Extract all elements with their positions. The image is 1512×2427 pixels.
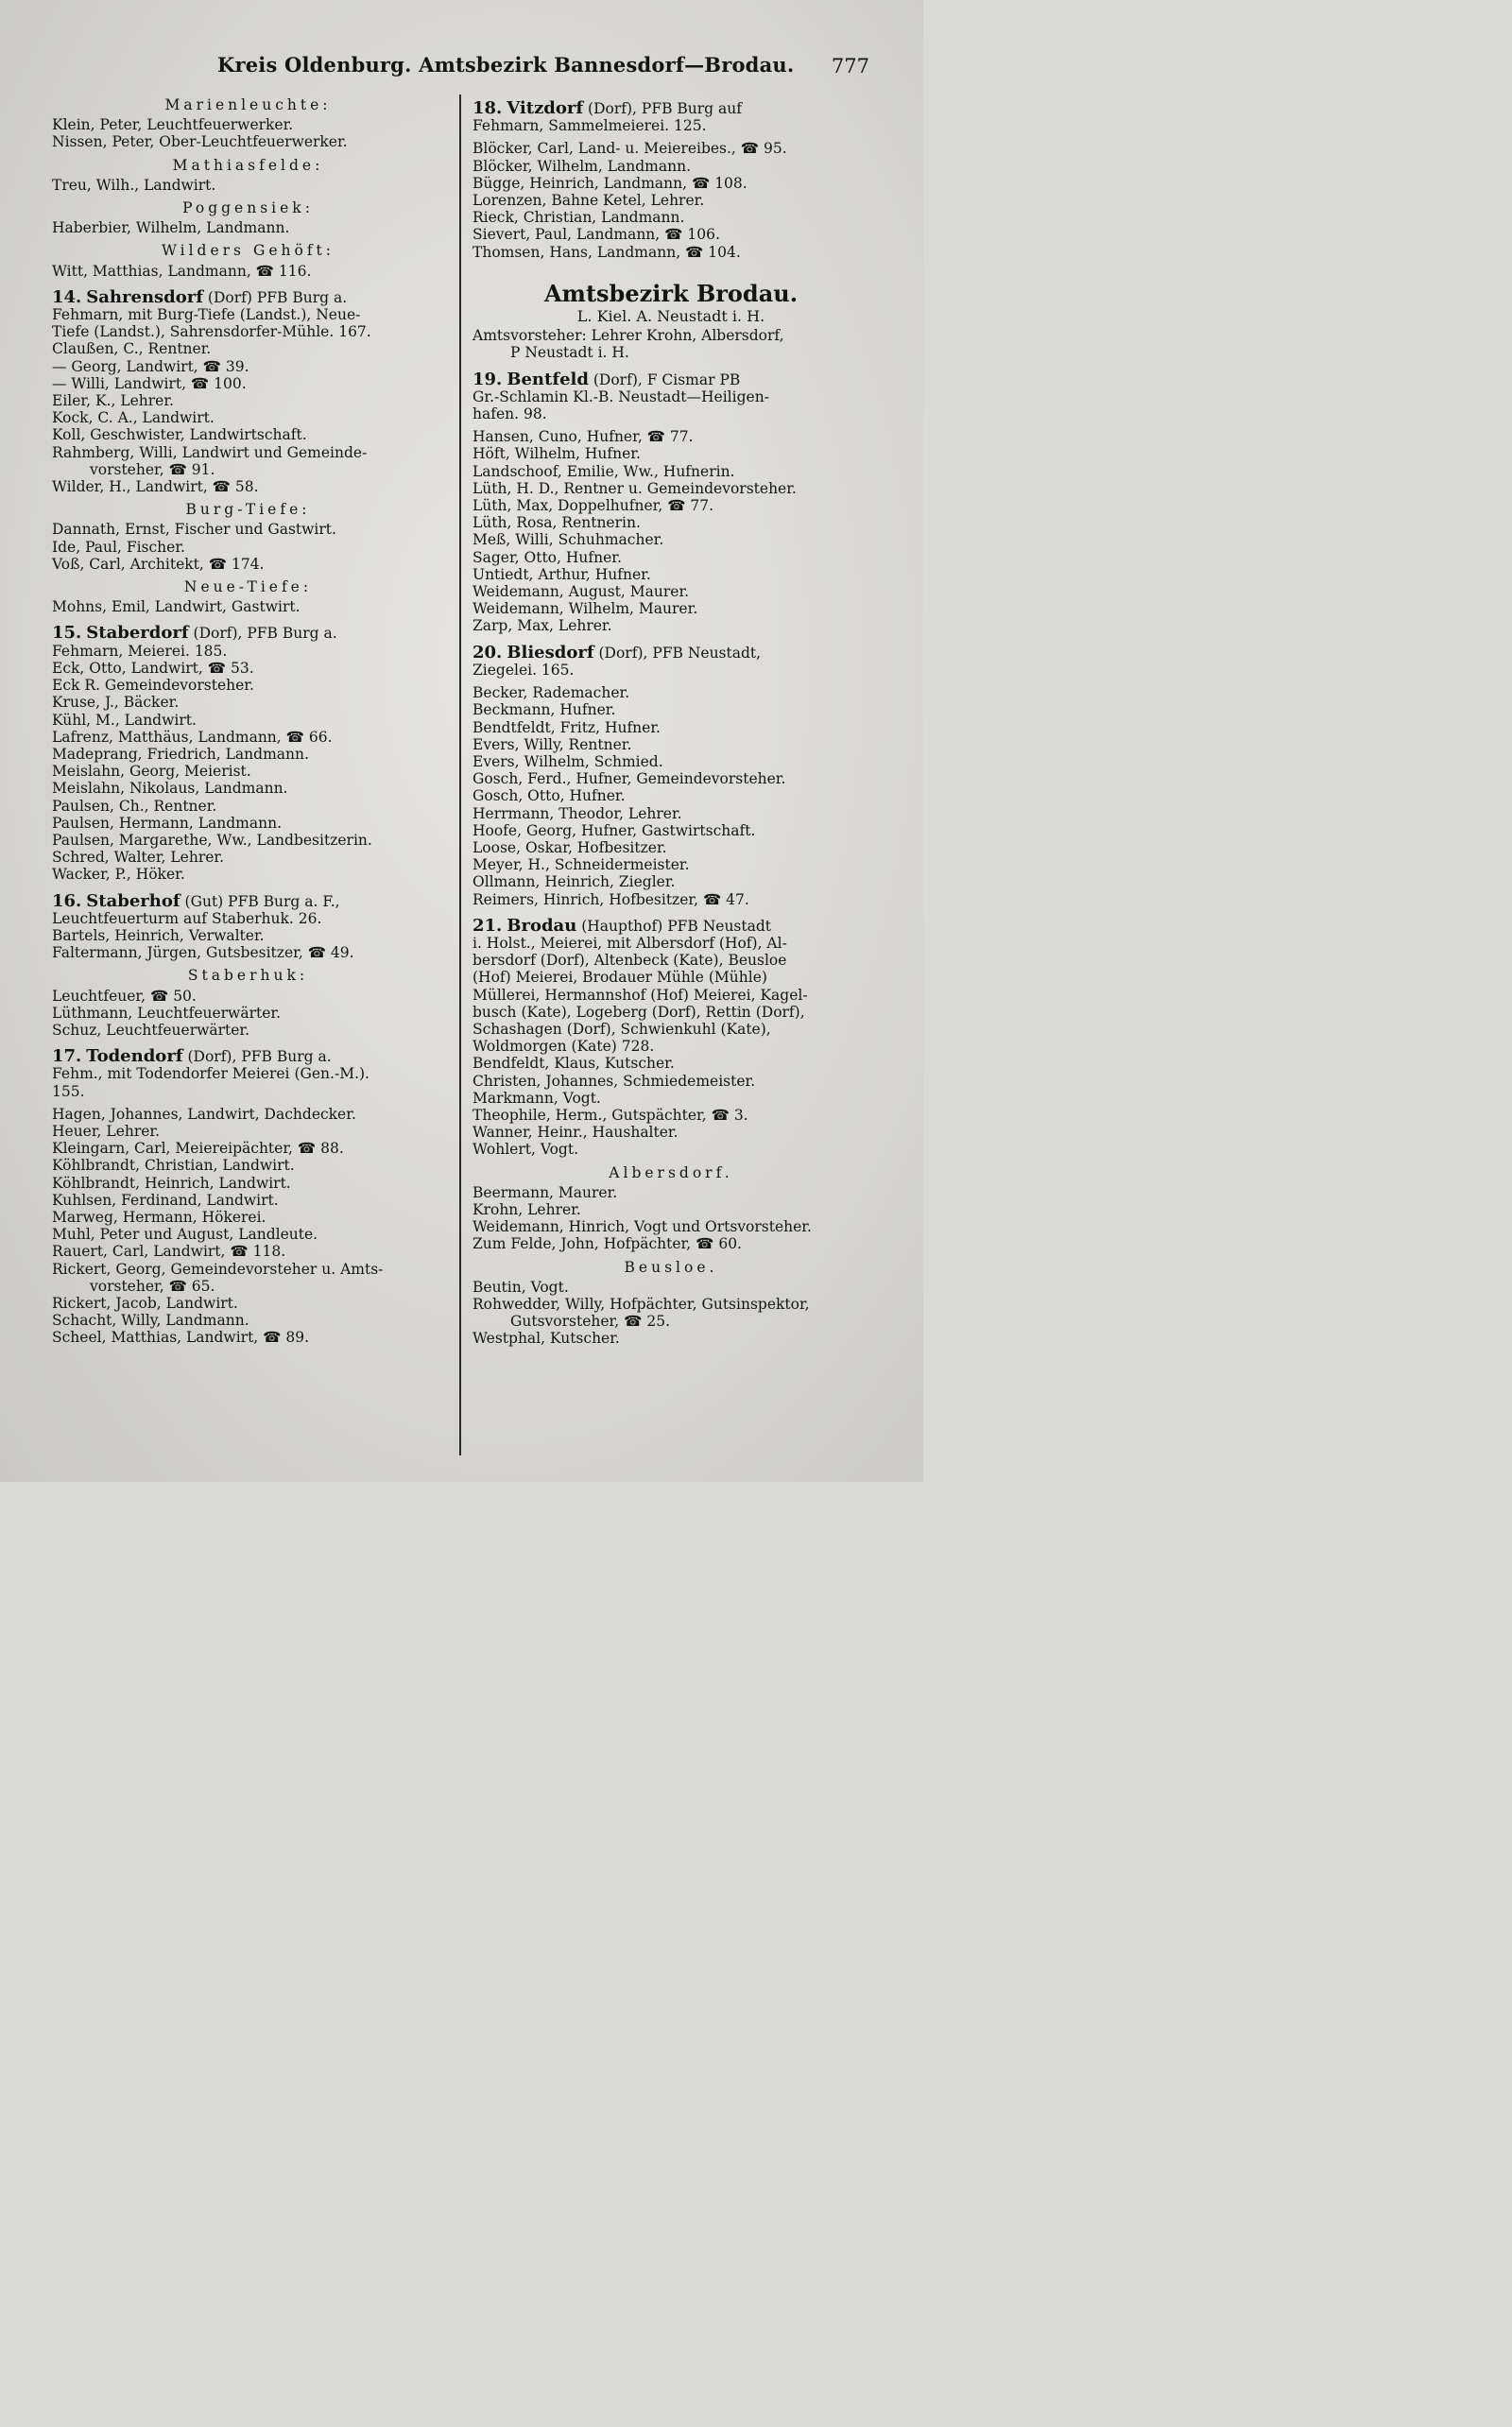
place-name: Staberhof (86, 890, 180, 911)
column-divider (459, 95, 461, 1455)
resident-entry: Westphal, Kutscher. (472, 1330, 620, 1348)
resident-entry: Witt, Matthias, Landmann, ☎ 116. (52, 262, 312, 280)
resident-entry: Becker, Rademacher. (472, 684, 630, 702)
resident-entry: Meyer, H., Schneidermeister. (472, 856, 690, 874)
locality-heading: Poggensiek: (182, 199, 314, 217)
running-title: Kreis Oldenburg. Amtsbezirk Bannesdorf—Brodau. (217, 53, 795, 77)
resident-entry: Hansen, Cuno, Hufner, ☎ 77. (472, 428, 694, 446)
place-details-line: Fehm., mit Todendorfer Meierei (Gen.-M.). (52, 1065, 369, 1083)
resident-entry: Bendfeldt, Klaus, Kutscher. (472, 1055, 675, 1073)
resident-entry: Sievert, Paul, Landmann, ☎ 106. (472, 226, 720, 244)
place-entry-header (472, 642, 869, 663)
resident-entry: Kruse, J., Bäcker. (52, 694, 180, 712)
place-details: (Dorf), PFB Burg a. (182, 1048, 332, 1066)
place-name: Todendorf (86, 1046, 183, 1067)
place-details-line: Fehmarn, mit Burg-Tiefe (Landst.), Neue- (52, 306, 361, 324)
place-details: (Gut) PFB Burg a. F., (180, 892, 340, 910)
place-details-line: Woldmorgen (Kate) 728. (472, 1038, 655, 1056)
resident-entry: Bendtfeldt, Fritz, Hufner. (472, 718, 661, 736)
place-details-line: i. Holst., Meierei, mit Albersdorf (Hof), Al- (472, 934, 787, 952)
place-details-line: bersdorf (Dorf), Altenbeck (Kate), Beusloe (472, 952, 787, 970)
place-entry (472, 915, 869, 1056)
resident-entry: Schred, Walter, Lehrer. (52, 849, 225, 867)
resident-entry: Reimers, Hinrich, Hofbesitzer, ☎ 47. (472, 890, 749, 908)
resident-entry: Paulsen, Margarethe, Ww., Landbesitzerin. (52, 831, 372, 849)
place-entry (52, 625, 444, 659)
entry-continuation: P Neustadt i. H. (510, 344, 629, 362)
resident-entry: Rauert, Carl, Landwirt, ☎ 118. (52, 1243, 286, 1261)
resident-entry: Lüth, H. D., Rentner u. Gemeindevorsteher. (472, 479, 797, 497)
place-details-line: Schashagen (Dorf), Schwienkuhl (Kate), (472, 1020, 771, 1038)
resident-entry: Evers, Wilhelm, Schmied. (472, 752, 663, 770)
resident-entry: Dannath, Ernst, Fischer und Gastwirt. (52, 521, 336, 539)
resident-entry: Hoofe, Georg, Hufner, Gastwirtschaft. (472, 821, 756, 839)
resident-entry: Zum Felde, John, Hofpächter, ☎ 60. (472, 1235, 742, 1253)
place-entry-header (52, 1048, 444, 1065)
resident-entry: Amtsvorsteher: Lehrer Krohn, Albersdorf, (472, 327, 784, 345)
place-details-line: Leuchtfeuerturm auf Staberhuk. 26. (52, 909, 322, 927)
place-details-line: Fehmarn, Meierei. 185. (52, 642, 228, 660)
place-entry (472, 642, 869, 679)
place-number: 18. (472, 98, 503, 118)
resident-entry: Köhlbrandt, Christian, Landwirt. (52, 1157, 295, 1175)
resident-entry: Sager, Otto, Hufner. (472, 548, 622, 566)
resident-entry: Kleingarn, Carl, Meiereipächter, ☎ 88. (52, 1140, 344, 1158)
resident-entry: Wilder, H., Landwirt, ☎ 58. (52, 478, 259, 496)
locality-heading: Albersdorf. (609, 1163, 733, 1181)
resident-entry: Paulsen, Ch., Rentner. (52, 797, 217, 815)
place-entry-header (52, 286, 444, 307)
entry-continuation: Gutsvorsteher, ☎ 25. (510, 1313, 671, 1331)
place-details-line: busch (Kate), Logeberg (Dorf), Rettin (Dorf), (472, 1003, 805, 1021)
resident-entry: Gosch, Otto, Hufner. (472, 787, 626, 805)
resident-entry: Claußen, C., Rentner. (52, 340, 212, 358)
resident-entry: Landschoof, Emilie, Ww., Hufnerin. (472, 462, 735, 480)
place-number: 15. (52, 623, 82, 644)
resident-entry: Lüth, Max, Doppelhufner, ☎ 77. (472, 497, 714, 515)
resident-entry: Weidemann, Wilhelm, Maurer. (472, 600, 698, 618)
resident-entry: Blöcker, Wilhelm, Landmann. (472, 157, 691, 175)
resident-entry: Blöcker, Carl, Land- u. Meiereibes., ☎ 95. (472, 140, 787, 158)
resident-entry: Rickert, Georg, Gemeindevorsteher u. Amts- (52, 1260, 384, 1278)
resident-entry: Eiler, K., Lehrer. (52, 392, 174, 410)
resident-entry: Höft, Wilhelm, Hufner. (472, 445, 641, 463)
resident-entry: Weidemann, Hinrich, Vogt und Ortsvorsteher. (472, 1218, 812, 1236)
locality-heading: Burg-Tiefe: (185, 501, 311, 519)
resident-entry: Nissen, Peter, Ober-Leuchtfeuerwerker. (52, 133, 348, 151)
place-number: 16. (52, 890, 82, 911)
resident-entry: Mohns, Emil, Landwirt, Gastwirt. (52, 598, 301, 616)
resident-entry: Ide, Paul, Fischer. (52, 538, 185, 556)
resident-entry: Madeprang, Friedrich, Landmann. (52, 745, 309, 763)
place-name: Brodau (507, 915, 577, 936)
resident-entry: Untiedt, Arthur, Hufner. (472, 565, 651, 583)
left-column (52, 91, 444, 1347)
resident-entry: Lüthmann, Leuchtfeuerwärter. (52, 1004, 282, 1022)
place-details: (Dorf), PFB Burg auf (583, 100, 742, 117)
locality-heading: Beusloe. (624, 1258, 718, 1276)
place-entry-header (472, 100, 869, 117)
resident-entry: Eck, Otto, Landwirt, ☎ 53. (52, 659, 254, 677)
resident-entry: Köhlbrandt, Heinrich, Landwirt. (52, 1174, 291, 1192)
place-entry (472, 100, 869, 134)
resident-entry: Beckmann, Hufner. (472, 701, 616, 719)
resident-entry: Weidemann, August, Maurer. (472, 583, 690, 601)
place-details: (Dorf), F Cismar PB (588, 370, 741, 388)
resident-entry: Rahmberg, Willi, Landwirt und Gemeinde- (52, 443, 368, 461)
resident-entry: Paulsen, Hermann, Landmann. (52, 814, 283, 832)
resident-entry: Rohwedder, Willy, Hofpächter, Gutsinspektor, (472, 1296, 810, 1313)
resident-entry: Heuer, Lehrer. (52, 1122, 161, 1140)
right-column (472, 91, 869, 1348)
resident-entry: Markmann, Vogt. (472, 1089, 601, 1107)
resident-entry: Christen, Johannes, Schmiedemeister. (472, 1072, 756, 1090)
place-details-line: 155. (52, 1082, 85, 1100)
place-number: 20. (472, 642, 503, 663)
place-details-line: Ziegelei. 165. (472, 661, 575, 679)
resident-entry: Bartels, Heinrich, Verwalter. (52, 926, 265, 944)
resident-entry: Beermann, Maurer. (472, 1183, 618, 1201)
place-entry (52, 1048, 444, 1100)
resident-entry: Hagen, Johannes, Landwirt, Dachdecker. (52, 1105, 356, 1123)
entry-continuation: vorsteher, ☎ 91. (90, 460, 215, 478)
resident-entry: Beutin, Vogt. (472, 1278, 569, 1296)
place-number: 19. (472, 369, 503, 389)
place-entry (52, 286, 444, 341)
resident-entry: Rieck, Christian, Landmann. (472, 209, 685, 227)
resident-entry: Krohn, Lehrer. (472, 1200, 581, 1218)
resident-entry: Rickert, Jacob, Landwirt. (52, 1295, 238, 1312)
place-number: 14. (52, 286, 82, 307)
place-details-line: Fehmarn, Sammelmeierei. 125. (472, 117, 707, 135)
locality-heading: Wilders Gehöft: (161, 242, 335, 260)
place-entry-header (52, 890, 444, 911)
page-header (189, 53, 869, 87)
resident-entry: Voß, Carl, Architekt, ☎ 174. (52, 555, 265, 573)
resident-entry: Zarp, Max, Lehrer. (472, 617, 612, 635)
resident-entry: Kuhlsen, Ferdinand, Landwirt. (52, 1191, 279, 1209)
place-details: (Dorf), PFB Neustadt, (593, 644, 762, 662)
resident-entry: Faltermann, Jürgen, Gutsbesitzer, ☎ 49. (52, 944, 354, 962)
locality-heading: Neue-Tiefe: (183, 578, 313, 596)
directory-page (0, 0, 923, 1482)
district-heading: Amtsbezirk Brodau. (543, 279, 799, 307)
place-name: Bliesdorf (507, 642, 594, 663)
locality-heading: Staberhuk: (187, 967, 309, 985)
resident-entry: Kock, C. A., Landwirt. (52, 409, 215, 427)
resident-entry: Evers, Willy, Rentner. (472, 735, 632, 753)
resident-entry: Haberbier, Wilhelm, Landmann. (52, 219, 290, 237)
resident-entry: Herrmann, Theodor, Lehrer. (472, 804, 682, 822)
resident-entry: Eck R. Gemeindevorsteher. (52, 677, 254, 695)
resident-entry: — Willi, Landwirt, ☎ 100. (52, 374, 247, 392)
resident-entry: Koll, Geschwister, Landwirtschaft. (52, 426, 307, 444)
place-name: Sahrensdorf (86, 286, 203, 307)
district-subheading: L. Kiel. A. Neustadt i. H. (576, 307, 765, 326)
place-number: 17. (52, 1046, 82, 1067)
resident-entry: Wanner, Heinr., Haushalter. (472, 1124, 679, 1142)
resident-entry: Schuz, Leuchtfeuerwärter. (52, 1021, 250, 1039)
resident-entry: Gosch, Ferd., Hufner, Gemeindevorsteher. (472, 770, 786, 788)
place-entry (52, 890, 444, 927)
place-entry (472, 371, 869, 423)
resident-entry: Klein, Peter, Leuchtfeuerwerker. (52, 116, 294, 134)
place-details-line: Tiefe (Landst.), Sahrensdorfer-Mühle. 167. (52, 323, 371, 341)
resident-entry: Thomsen, Hans, Landmann, ☎ 104. (472, 243, 741, 261)
place-details-line: Müllerei, Hermannshof (Hof) Meierei, Kagel- (472, 986, 808, 1004)
place-entry-header (472, 371, 869, 388)
place-details-line: hafen. 98. (472, 405, 547, 423)
page-number: 777 (831, 55, 869, 77)
resident-entry: Meislahn, Nikolaus, Landmann. (52, 780, 288, 798)
resident-entry: — Georg, Landwirt, ☎ 39. (52, 357, 249, 375)
resident-entry: Loose, Oskar, Hofbesitzer. (472, 838, 667, 856)
resident-entry: Lafrenz, Matthäus, Landmann, ☎ 66. (52, 728, 333, 746)
resident-entry: Leuchtfeuer, ☎ 50. (52, 987, 197, 1005)
resident-entry: Treu, Wilh., Landwirt. (52, 176, 216, 194)
entry-continuation: vorsteher, ☎ 65. (90, 1277, 215, 1295)
place-details: (Dorf) PFB Burg a. (203, 288, 348, 306)
resident-entry: Marweg, Hermann, Hökerei. (52, 1208, 266, 1226)
place-entry-header (472, 915, 869, 936)
resident-entry: Muhl, Peter und August, Landleute. (52, 1226, 318, 1244)
place-details-line: Gr.-Schlamin Kl.-B. Neustadt—Heiligen- (472, 387, 769, 405)
resident-entry: Wacker, P., Höker. (52, 866, 185, 884)
place-details: (Dorf), PFB Burg a. (188, 625, 337, 643)
place-name: Vitzdorf (507, 98, 584, 118)
resident-entry: Lüth, Rosa, Rentnerin. (472, 514, 641, 532)
place-details: (Haupthof) PFB Neustadt (576, 917, 771, 935)
resident-entry: Meß, Willi, Schuhmacher. (472, 531, 664, 549)
resident-entry: Kühl, M., Landwirt. (52, 711, 197, 729)
resident-entry: Wohlert, Vogt. (472, 1141, 578, 1159)
resident-entry: Lorenzen, Bahne Ketel, Lehrer. (472, 192, 705, 210)
resident-entry: Scheel, Matthias, Landwirt, ☎ 89. (52, 1329, 310, 1347)
place-number: 21. (472, 915, 503, 936)
resident-entry: Schacht, Willy, Landmann. (52, 1312, 249, 1330)
resident-entry: Bügge, Heinrich, Landmann, ☎ 108. (472, 174, 747, 192)
resident-entry: Ollmann, Heinrich, Ziegler. (472, 873, 676, 891)
locality-heading: Marienleuchte: (164, 96, 332, 113)
place-entry-header (52, 625, 444, 642)
locality-heading: Mathiasfelde: (172, 156, 324, 174)
resident-entry: Meislahn, Georg, Meierist. (52, 763, 251, 781)
place-name: Bentfeld (507, 369, 589, 389)
place-details-line: (Hof) Meierei, Brodauer Mühle (Mühle) (472, 969, 767, 987)
place-name: Staberdorf (86, 623, 189, 644)
resident-entry: Theophile, Herm., Gutspächter, ☎ 3. (472, 1106, 748, 1124)
